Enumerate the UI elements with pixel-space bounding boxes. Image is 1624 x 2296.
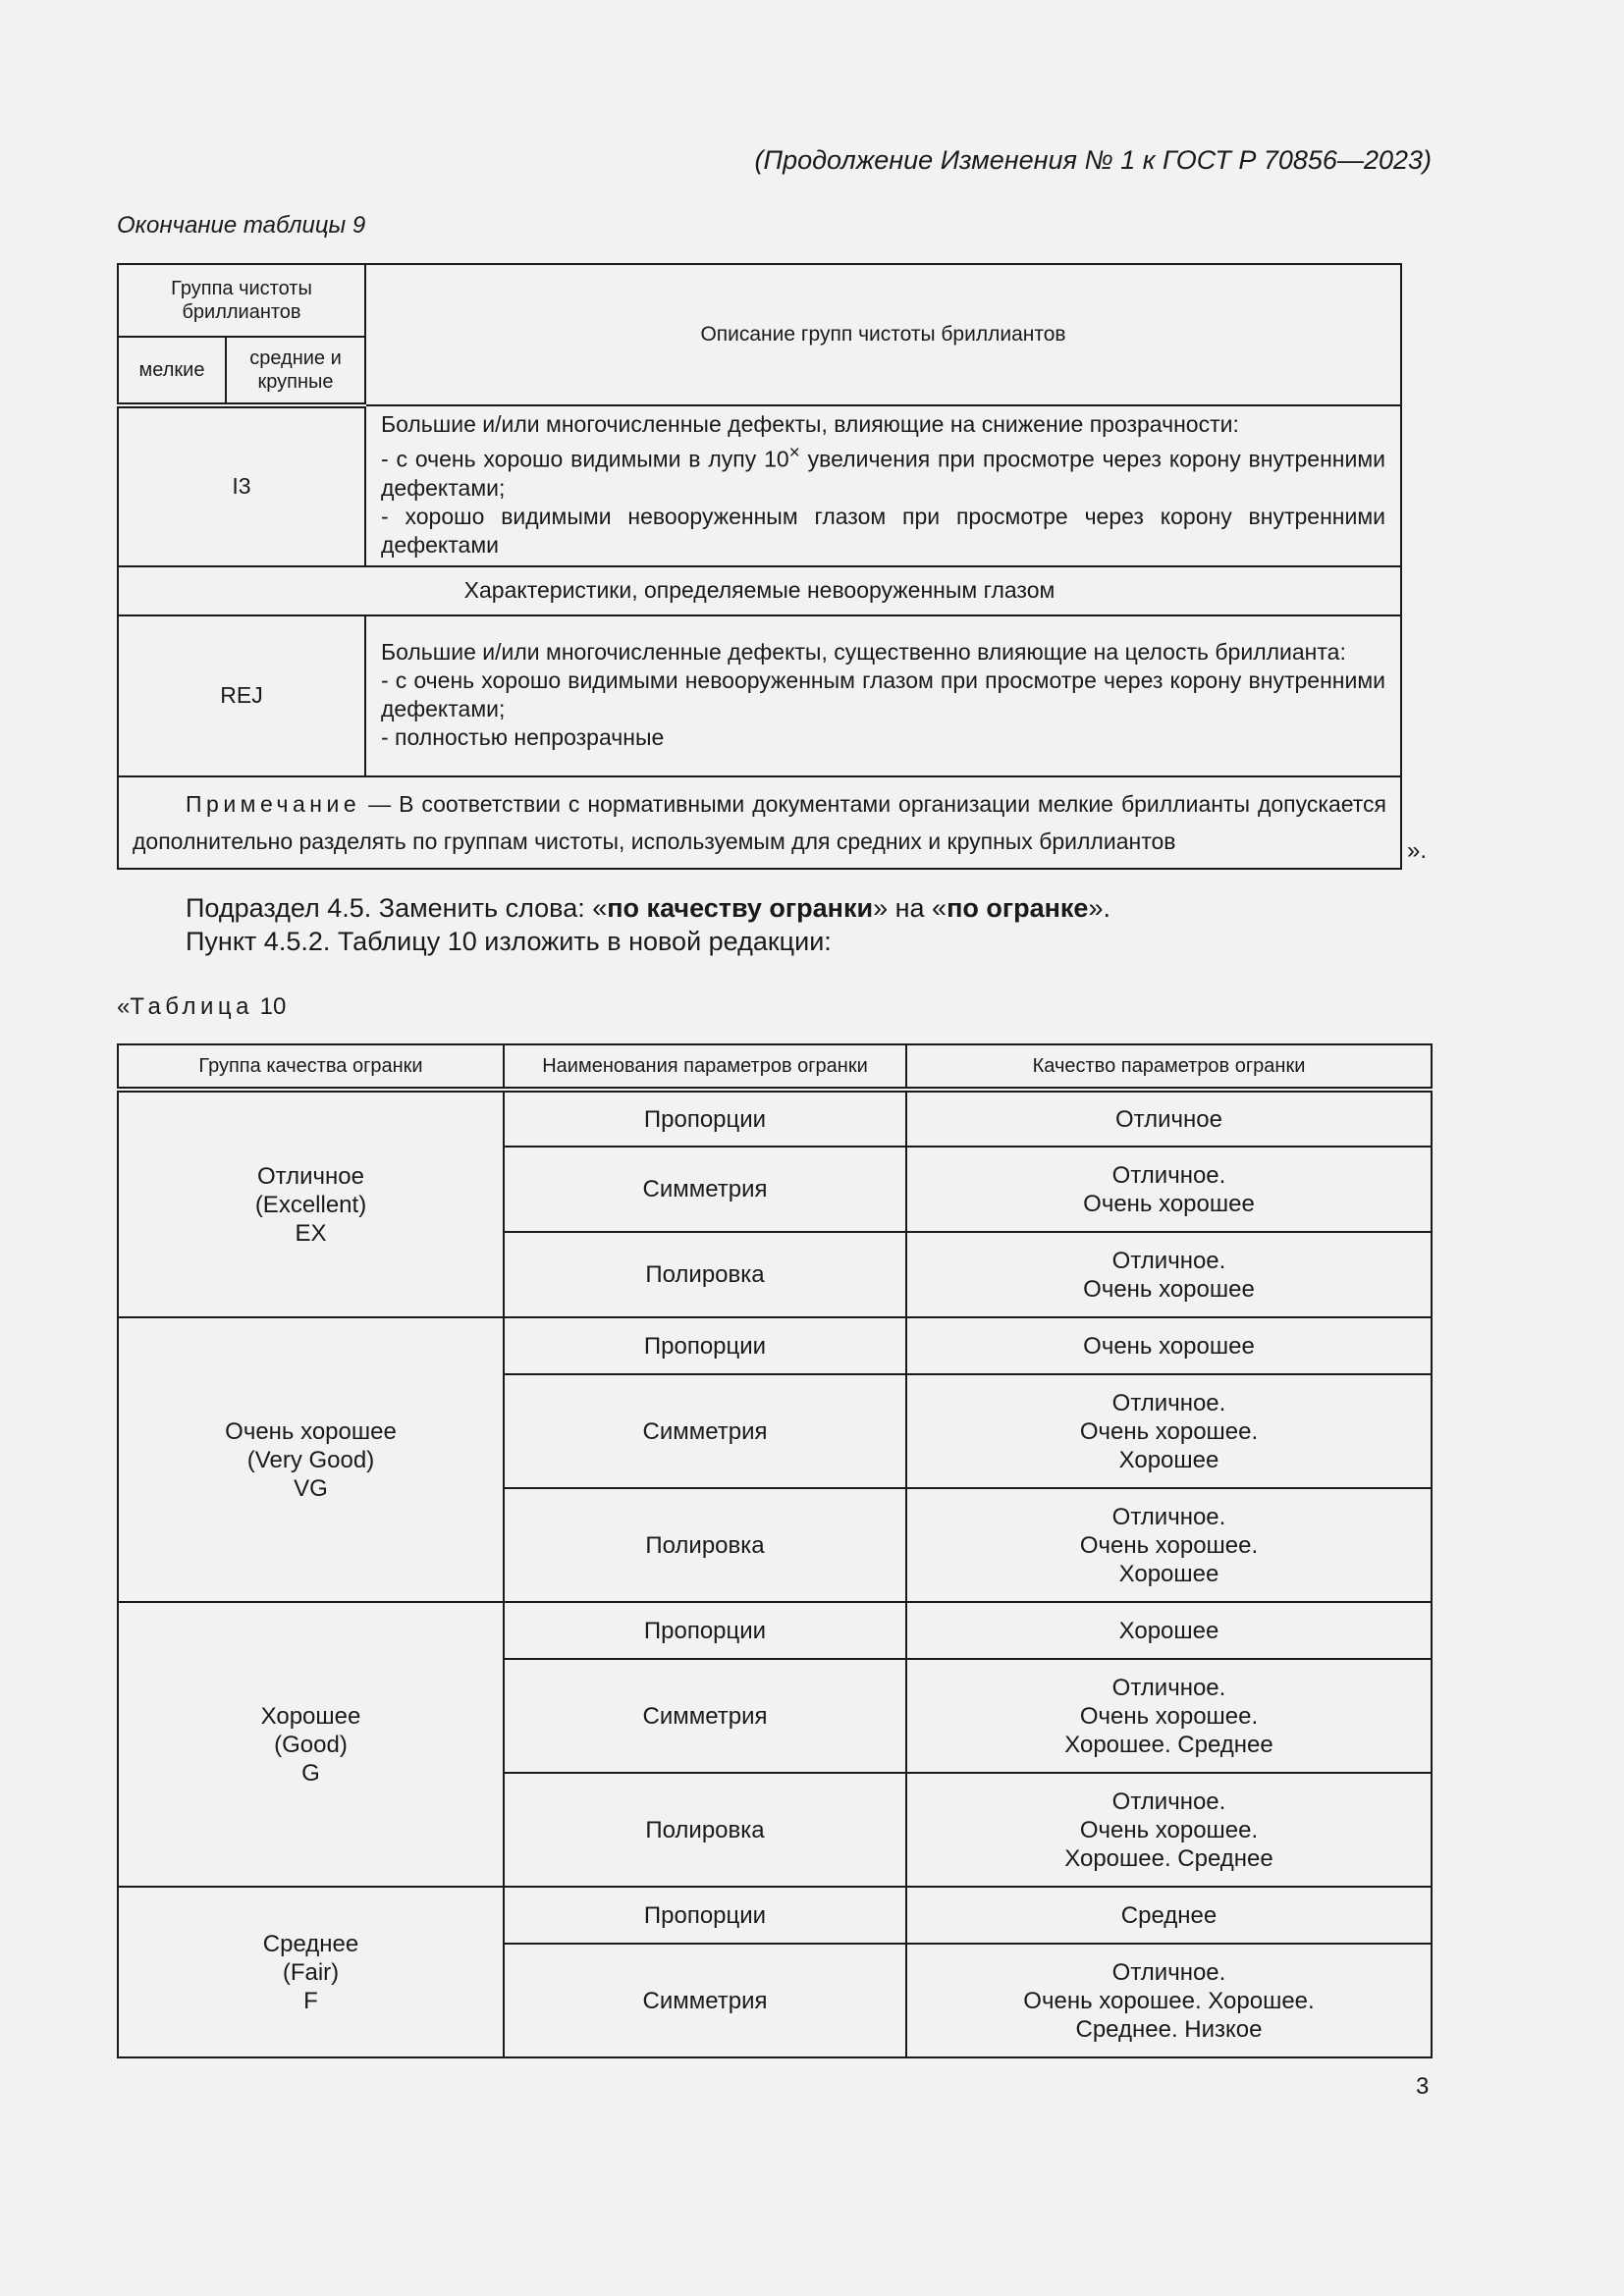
table10-quality-cell: Отличное. Очень хорошее. Хорошее (906, 1488, 1432, 1602)
table9-closing-quote: ». (1407, 837, 1428, 864)
table10-quality-cell: Среднее (906, 1887, 1432, 1944)
table9-row-i3 (118, 405, 1401, 566)
table10-group-cell (118, 1090, 504, 1317)
table10-param-cell: Симметрия (504, 1374, 906, 1488)
table9-header-description: Описание групп чистоты бриллиантов (365, 264, 1401, 405)
group-name: Очень хорошее (225, 1417, 397, 1445)
table10-group-cell (118, 1317, 504, 1602)
table10-header-quality: Качество параметров огранки (906, 1044, 1432, 1090)
bold-phrase-new: по огранке (947, 893, 1089, 923)
table9-rej-line2: - с очень хорошо видимыми невооруженным глазом при просмотре через корону внутренними дефектами; (381, 667, 1385, 721)
paragraph-4-5: Подраздел 4.5. Заменить слова: «по качеству огранки» на «по огранке». (186, 893, 1110, 923)
table10-row (118, 1317, 1432, 1374)
table10-param-cell: Пропорции (504, 1317, 906, 1374)
table10-quality-cell: Отличное. Очень хорошее. Хорошее. Среднее. Низкое (906, 1944, 1432, 2057)
table10-caption: «Таблица 10 (117, 993, 287, 1020)
table10-quality-cell: Хорошее (906, 1602, 1432, 1659)
table-10 (117, 1043, 1433, 2058)
table9-section-title: Характеристики, определяемые невооруженным глазом (118, 566, 1401, 615)
table10-row (118, 1602, 1432, 1659)
table10-quality-cell: Отличное. Очень хорошее. Хорошее. Среднее (906, 1773, 1432, 1887)
group-code: F (303, 1987, 318, 2014)
table9-row-rej (118, 615, 1401, 776)
group-name: Хорошее (260, 1702, 361, 1730)
table10-param-cell: Пропорции (504, 1887, 906, 1944)
table9-header-group: Группа чистоты бриллиантов (118, 264, 365, 337)
table9-desc-rej (365, 615, 1401, 776)
note-label: Примечание (186, 790, 361, 817)
magnification-superscript: × (788, 443, 800, 463)
table10-param-cell: Полировка (504, 1773, 906, 1887)
table10-param-cell: Пропорции (504, 1602, 906, 1659)
table9-i3-line1: Большие и/или многочисленные дефекты, влияющие на снижение прозрачности: (381, 411, 1239, 437)
table9-header-small: мелкие (118, 337, 226, 405)
table9-rej-line1: Большие и/или многочисленные дефекты, существенно влияющие на целость бриллианта: (381, 638, 1346, 665)
table10-header-row (118, 1044, 1432, 1090)
running-header: (Продолжение Изменения № 1 к ГОСТ Р 70856—2023) (754, 145, 1432, 175)
group-name-en: (Good) (274, 1731, 348, 1758)
table9-note (118, 776, 1401, 869)
group-name: Отличное (257, 1162, 364, 1190)
table10-param-cell: Симметрия (504, 1659, 906, 1773)
table10-header-param: Наименования параметров огранки (504, 1044, 906, 1090)
note-text: — В соответствии с нормативными документами организации мелкие бриллианты допускается дополнительно разделять по группам чистоты, используемым для средних и крупных бриллиантов (133, 790, 1386, 854)
group-code: G (301, 1759, 320, 1787)
table9-group-i3: I3 (118, 405, 365, 566)
group-name-en: (Very Good) (246, 1446, 375, 1473)
bold-phrase-old: по качеству огранки (607, 893, 874, 923)
table9-i3-line2: - с очень хорошо видимыми в лупу 10× увеличения при просмотре через корону внутренними дефектами; (381, 443, 1385, 501)
table9-note-row (118, 776, 1401, 869)
table9-header-medium-large: средние и крупные (226, 337, 365, 405)
table10-group-cell (118, 1602, 504, 1887)
group-code: EX (295, 1219, 327, 1247)
table9-desc-i3 (365, 405, 1401, 566)
table10-quality-cell: Очень хорошее (906, 1317, 1432, 1374)
table9-rej-line3: - полностью непрозрачные (381, 723, 665, 750)
table10-quality-cell: Отличное (906, 1090, 1432, 1147)
page-number: 3 (1416, 2073, 1430, 2100)
table10-param-cell: Полировка (504, 1488, 906, 1602)
group-code: VG (294, 1474, 328, 1502)
table10-param-cell: Полировка (504, 1232, 906, 1317)
table9-caption: Окончание таблицы 9 (117, 212, 366, 239)
table10-param-cell: Пропорции (504, 1090, 906, 1147)
table10-row (118, 1090, 1432, 1147)
table10-quality-cell: Отличное. Очень хорошее (906, 1147, 1432, 1232)
table10-quality-cell: Отличное. Очень хорошее. Хорошее. Среднее (906, 1659, 1432, 1773)
table10-param-cell: Симметрия (504, 1944, 906, 2057)
table10-row (118, 1887, 1432, 1944)
group-name-en: (Fair) (282, 1958, 340, 1986)
table10-quality-cell: Отличное. Очень хорошее (906, 1232, 1432, 1317)
group-name: Среднее (262, 1930, 359, 1957)
table9-i3-line3: - хорошо видимыми невооруженным глазом при просмотре через корону внутренними дефектами (381, 503, 1385, 558)
table10-quality-cell: Отличное. Очень хорошее. Хорошее (906, 1374, 1432, 1488)
table10-group-cell (118, 1887, 504, 2057)
group-name-en: (Excellent) (254, 1191, 367, 1218)
paragraph-4-5-2: Пункт 4.5.2. Таблицу 10 изложить в новой редакции: (186, 927, 832, 956)
table-9 (117, 263, 1402, 870)
table9-group-rej: REJ (118, 615, 365, 776)
table10-header-group: Группа качества огранки (118, 1044, 504, 1090)
table10-param-cell: Симметрия (504, 1147, 906, 1232)
table9-section-row (118, 566, 1401, 615)
